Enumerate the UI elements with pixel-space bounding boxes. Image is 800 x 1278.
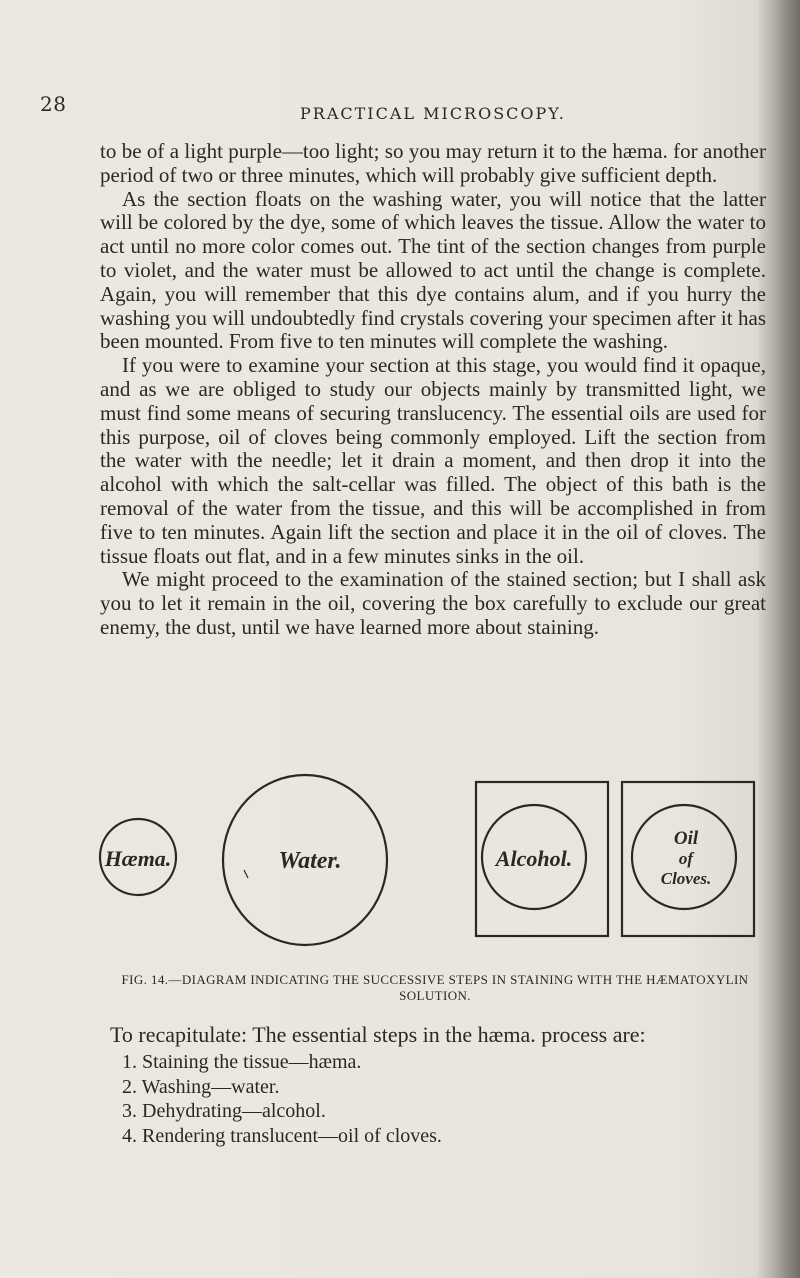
- page-number: 28: [40, 92, 67, 116]
- body-text: [100, 140, 766, 640]
- haema-label: Hæma.: [104, 846, 172, 871]
- figure-caption: [100, 972, 770, 1004]
- water-dish-mark: [244, 870, 248, 878]
- paragraph-2: As the section floats on the washing water, you will notice that the latter will be colored by the dye, some of which leaves the tissue. Allow the water to act until no more color comes out. The tint of the section changes from purple to violet, and the water must be allowed to act until the change is complete. Again, you will remember that this dye contains alum, and if you hurry the washing you will undoubtedly find crystals covering your specimen after it has been mounted. From five to ten minutes will complete the washing.: [100, 186, 766, 354]
- paragraph-4: We might proceed to the examination of the stained section; but I shall ask you to let it remain in the oil, covering the box carefully to exclude our great enemy, the dust, until we have learned more about staining.: [100, 567, 766, 639]
- recap-steps: [110, 1050, 790, 1148]
- recap-step-4: 4. Rendering translucent—oil of cloves.: [122, 1124, 442, 1147]
- recapitulation: [110, 1022, 790, 1148]
- oil-label-line1: Oil: [673, 828, 699, 849]
- paragraph-1: to be of a light purple—too light; so you may return it to the hæma. for another period of two or three minutes, which will probably give sufficient depth.: [100, 139, 766, 187]
- paragraph-3: If you were to examine your section at this stage, you would find it opaque, and as we are obliged to study our objects mainly by transmitted light, we must find some means of securing translucency. The essential oils are used for this purpose, oil of cloves being commonly employed. Lift the section from the water with the needle; let it drain a moment, and then drop it into the alcohol with which the salt-cellar was filled. The object of this bath is the removal of the water from the tissue, and this will be accomplished in from five to ten minutes. Again lift the section and place it in the oil of cloves. The tissue floats out flat, and in a few minutes sinks in the oil.: [100, 353, 766, 568]
- caption-line-1: FIG. 14.—DIAGRAM INDICATING THE SUCCESSIVE STEPS IN STAINING WITH THE HÆMATOXYLIN: [121, 972, 749, 987]
- alcohol-label: Alcohol.: [495, 846, 573, 871]
- caption-line-2: SOLUTION.: [399, 988, 471, 1003]
- staining-diagram-svg: [96, 760, 776, 960]
- water-label: Water.: [278, 848, 342, 874]
- oil-label-line3: Cloves.: [660, 869, 712, 888]
- recap-step-1: 1. Staining the tissue—hæma.: [122, 1051, 362, 1073]
- recap-step-2: 2. Washing—water.: [122, 1075, 280, 1098]
- recap-step-3: 3. Dehydrating—alcohol.: [122, 1100, 326, 1122]
- staining-diagram: [96, 760, 776, 960]
- recap-intro: To recapitulate: The essential steps in the hæma. process are:: [110, 1022, 646, 1047]
- oil-label-line2: of: [678, 849, 694, 868]
- running-head: PRACTICAL MICROSCOPY.: [300, 104, 566, 123]
